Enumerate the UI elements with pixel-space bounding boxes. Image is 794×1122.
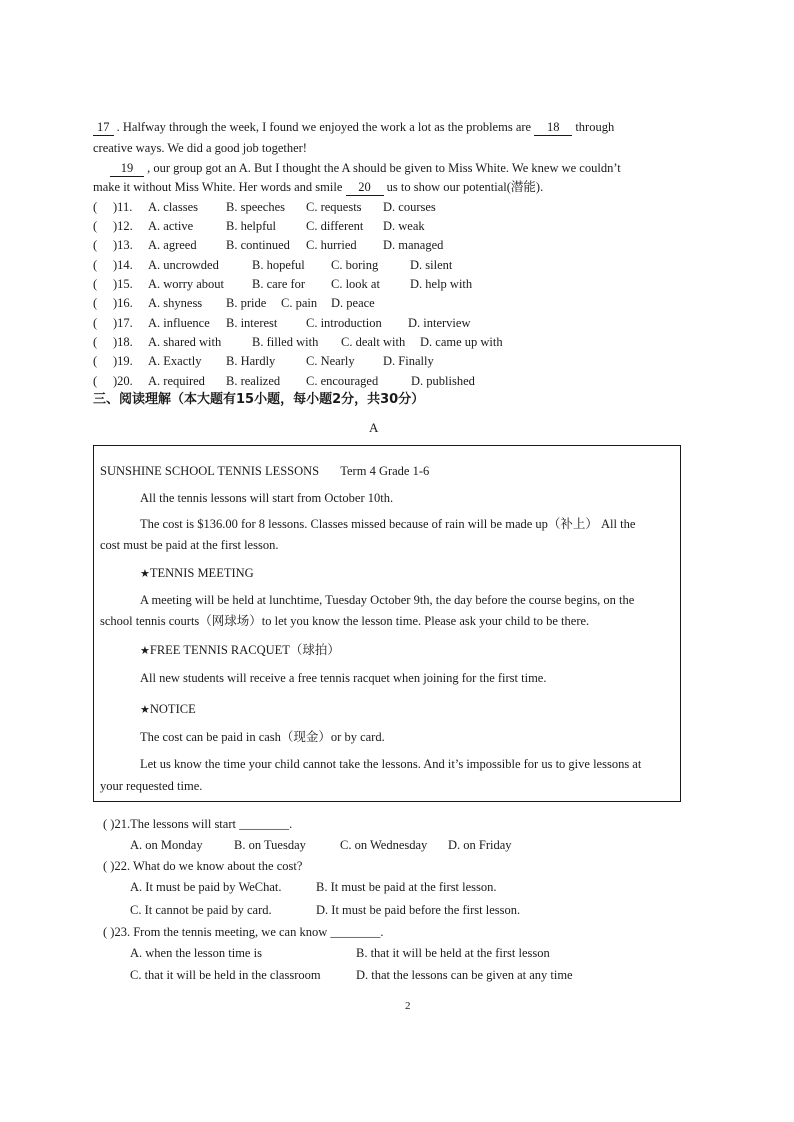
blank-17: 17 bbox=[93, 120, 114, 136]
option-a: A. agreed bbox=[148, 238, 197, 252]
option-d: D. help with bbox=[410, 277, 473, 291]
answer-paren[interactable]: ( bbox=[93, 258, 98, 272]
question-number: )20. bbox=[113, 374, 133, 388]
option-a: A. shyness bbox=[148, 296, 203, 310]
question-number: )18. bbox=[113, 335, 133, 349]
blank-18: 18 bbox=[534, 120, 572, 136]
notice-term: Term 4 Grade 1-6 bbox=[340, 464, 430, 478]
notice-p3b: school tennis courts（网球场）to let you know the lesson time. Please ask your child to be there. bbox=[100, 614, 590, 628]
answer-paren[interactable]: ( bbox=[93, 296, 98, 310]
notice-p6a: Let us know the time your child cannot take the lessons. And it’s impossible for us to give lessons at bbox=[140, 757, 642, 771]
option-c: C. that it will be held in the classroom bbox=[130, 968, 321, 982]
tennis-notice-box bbox=[93, 445, 681, 802]
option-a: A. shared with bbox=[148, 335, 222, 349]
option-a: A. on Monday bbox=[130, 838, 203, 852]
option-d: D. interview bbox=[408, 316, 471, 330]
question-number: )15. bbox=[113, 277, 133, 291]
option-b: B. continued bbox=[226, 238, 290, 252]
notice-title bbox=[100, 464, 429, 479]
option-b: B. that it will be held at the first lesson bbox=[356, 946, 550, 960]
option-d: D. silent bbox=[410, 258, 453, 272]
option-d: D. managed bbox=[383, 238, 444, 252]
option-a: A. It must be paid by WeChat. bbox=[130, 880, 282, 894]
option-b: B. on Tuesday bbox=[234, 838, 306, 852]
option-a: A. Exactly bbox=[148, 354, 202, 368]
notice-heading-racquet bbox=[140, 643, 340, 658]
question-23-stem: ( )23. From the tennis meeting, we can know ________. bbox=[103, 925, 384, 939]
answer-paren[interactable]: ( bbox=[93, 354, 98, 368]
cloze-line-2: creative ways. We did a good job together! bbox=[93, 141, 307, 155]
question-number: )14. bbox=[113, 258, 133, 272]
option-d: D. came up with bbox=[420, 335, 503, 349]
question-21-stem: ( )21.The lessons will start ________. bbox=[103, 817, 293, 831]
notice-p1: All the tennis lessons will start from October 10th. bbox=[140, 491, 394, 505]
option-c: C. pain bbox=[281, 296, 318, 310]
option-c: C. different bbox=[306, 219, 364, 233]
cloze-text: us to show our potential(潜能). bbox=[386, 180, 544, 194]
cloze-line-4 bbox=[93, 180, 543, 196]
option-a: A. when the lesson time is bbox=[130, 946, 262, 960]
star-icon: ★ bbox=[140, 644, 150, 657]
notice-p2b: cost must be paid at the first lesson. bbox=[100, 538, 279, 552]
notice-heading-meeting bbox=[140, 566, 254, 581]
question-number: )16. bbox=[113, 296, 133, 310]
heading-text: FREE TENNIS RACQUET（球拍） bbox=[149, 643, 340, 657]
option-b: B. interest bbox=[226, 316, 278, 330]
question-number: )11. bbox=[113, 200, 133, 214]
cloze-text: through bbox=[575, 120, 615, 134]
question-number: )19. bbox=[113, 354, 133, 368]
blank-19: 19 bbox=[110, 161, 144, 177]
cloze-text: make it without Miss White. Her words and smile bbox=[93, 180, 343, 194]
option-d: D. courses bbox=[383, 200, 436, 214]
question-22-stem: ( )22. What do we know about the cost? bbox=[103, 859, 303, 873]
option-a: A. active bbox=[148, 219, 194, 233]
answer-paren[interactable]: ( bbox=[93, 277, 98, 291]
star-icon: ★ bbox=[140, 567, 150, 580]
option-b: B. It must be paid at the first lesson. bbox=[316, 880, 497, 894]
option-a: A. worry about bbox=[148, 277, 225, 291]
star-icon: ★ bbox=[140, 703, 150, 716]
option-d: D. peace bbox=[331, 296, 375, 310]
answer-paren[interactable]: ( bbox=[93, 238, 98, 252]
option-d: D. published bbox=[411, 374, 475, 388]
section-three-heading: 三、阅读理解（本大题有15小题，每小题2分，共30分） bbox=[93, 392, 425, 407]
question-number: )17. bbox=[113, 316, 133, 330]
notice-heading-notice bbox=[140, 702, 196, 717]
answer-paren[interactable]: ( bbox=[93, 335, 98, 349]
option-b: B. speeches bbox=[226, 200, 286, 214]
option-c: C. Nearly bbox=[306, 354, 355, 368]
notice-title-text: SUNSHINE SCHOOL TENNIS LESSONS bbox=[100, 464, 320, 478]
option-d: D. on Friday bbox=[448, 838, 512, 852]
notice-p4: All new students will receive a free tennis racquet when joining for the first time. bbox=[140, 671, 547, 685]
option-c: C. on Wednesday bbox=[340, 838, 428, 852]
heading-text: TENNIS MEETING bbox=[149, 566, 254, 580]
option-b: B. realized bbox=[226, 374, 281, 388]
option-c: C. encouraged bbox=[306, 374, 379, 388]
option-b: B. filled with bbox=[252, 335, 319, 349]
blank-20: 20 bbox=[346, 180, 384, 196]
answer-paren[interactable]: ( bbox=[93, 200, 98, 214]
option-d: D. It must be paid before the first lesson. bbox=[316, 903, 521, 917]
option-b: B. hopeful bbox=[252, 258, 305, 272]
page-number: 2 bbox=[405, 1000, 411, 1012]
notice-p5: The cost can be paid in cash（现金）or by card. bbox=[140, 730, 385, 744]
answer-paren[interactable]: ( bbox=[93, 219, 98, 233]
option-b: B. pride bbox=[226, 296, 267, 310]
option-b: B. helpful bbox=[226, 219, 276, 233]
option-a: A. classes bbox=[148, 200, 198, 214]
cloze-line-3 bbox=[110, 161, 621, 177]
option-b: B. Hardly bbox=[226, 354, 276, 368]
question-number: )12. bbox=[113, 219, 133, 233]
option-b: B. care for bbox=[252, 277, 306, 291]
option-c: C. requests bbox=[306, 200, 362, 214]
answer-paren[interactable]: ( bbox=[93, 374, 98, 388]
cloze-text: , our group got an A. But I thought the A should be given to Miss White. We knew we couldn’t bbox=[147, 161, 621, 175]
question-number: )13. bbox=[113, 238, 133, 252]
cloze-line-1 bbox=[93, 120, 614, 136]
option-d: D. Finally bbox=[383, 354, 434, 368]
option-c: C. introduction bbox=[306, 316, 382, 330]
option-d: D. weak bbox=[383, 219, 425, 233]
notice-p6b: your requested time. bbox=[100, 779, 203, 793]
option-a: A. required bbox=[148, 374, 205, 388]
option-a: A. uncrowded bbox=[148, 258, 219, 272]
option-c: C. dealt with bbox=[341, 335, 406, 349]
option-d: D. that the lessons can be given at any time bbox=[356, 968, 573, 982]
option-c: C. hurried bbox=[306, 238, 357, 252]
option-c: C. look at bbox=[331, 277, 380, 291]
heading-text: NOTICE bbox=[149, 702, 196, 716]
cloze-text: . Halfway through the week, I found we enjoyed the work a lot as the problems are bbox=[116, 120, 532, 134]
notice-p3a: A meeting will be held at lunchtime, Tuesday October 9th, the day before the course begins, on the bbox=[140, 593, 635, 607]
notice-p2a: The cost is $136.00 for 8 lessons. Classes missed because of rain will be made up（补上） All the bbox=[140, 517, 636, 531]
option-c: C. It cannot be paid by card. bbox=[130, 903, 272, 917]
option-a: A. influence bbox=[148, 316, 210, 330]
passage-letter: A bbox=[369, 420, 379, 435]
option-c: C. boring bbox=[331, 258, 379, 272]
answer-paren[interactable]: ( bbox=[93, 316, 98, 330]
